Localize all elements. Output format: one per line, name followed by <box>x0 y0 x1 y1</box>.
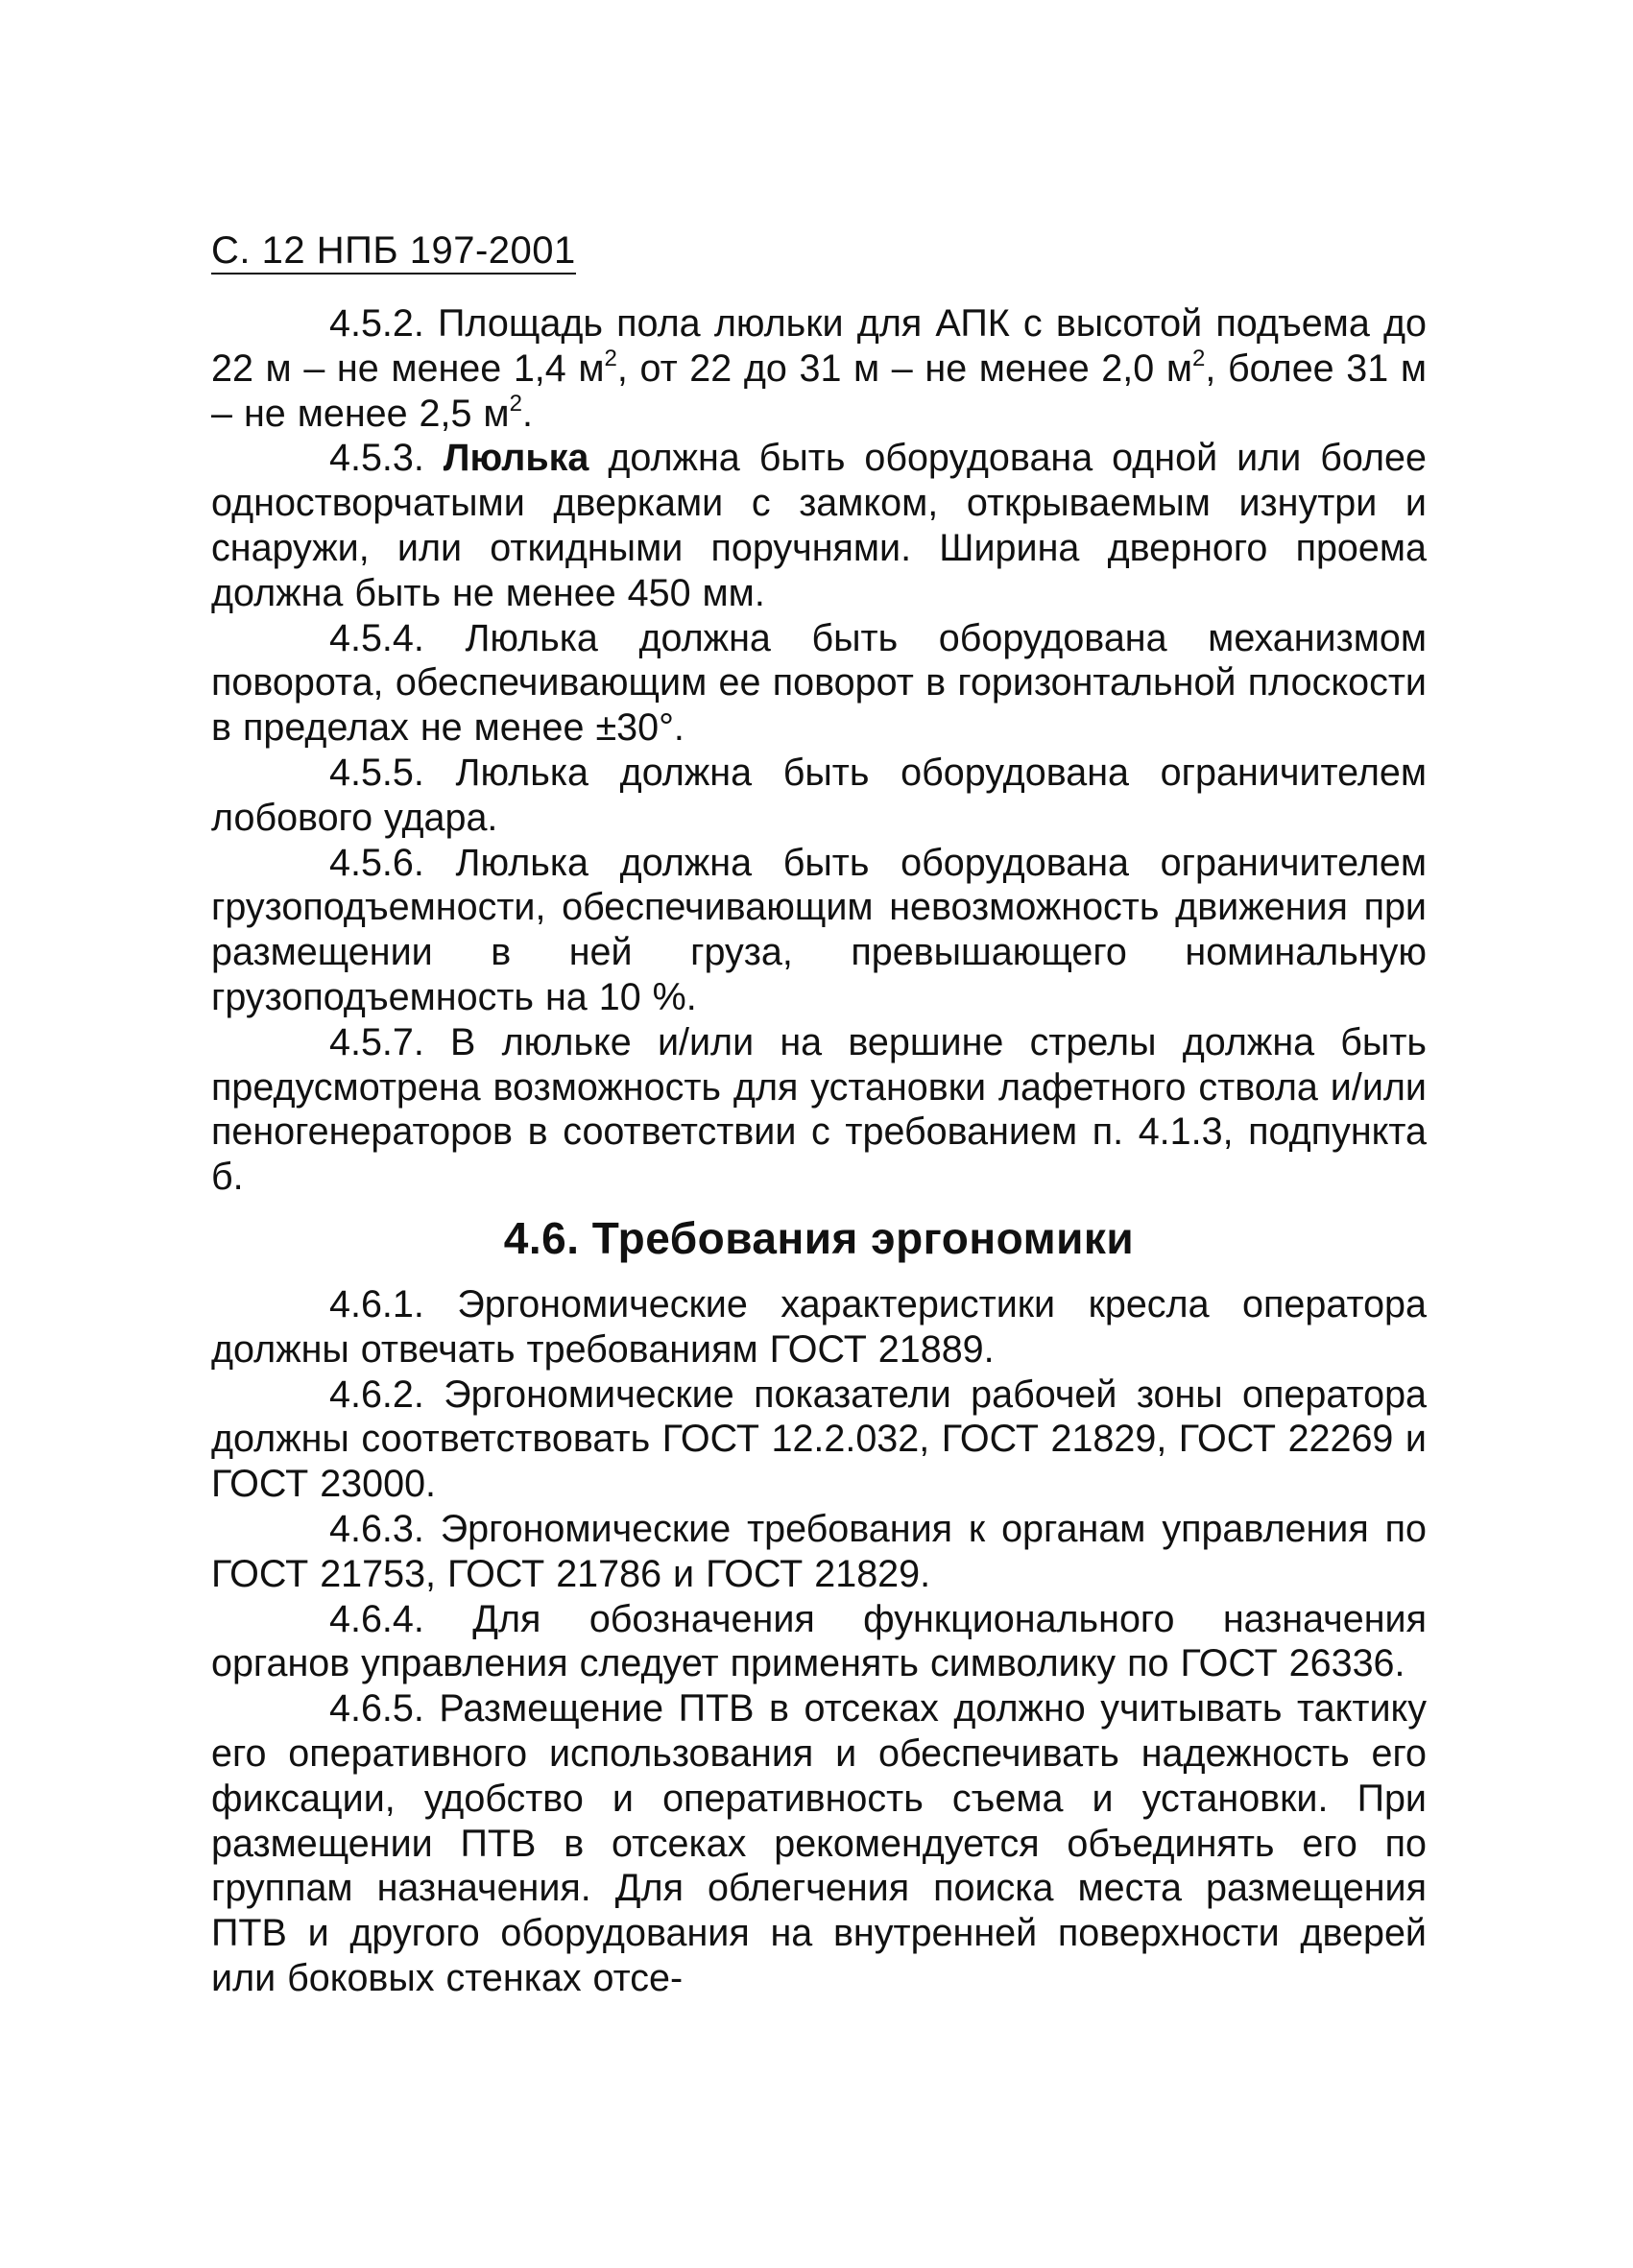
paragraph-4-5-2: 4.5.2. Площадь пола люльки для АПК с высотой подъема до 22 м – не менее 1,4 $м^2$, от 22 до 31 м – не менее 2,0 $м^2$, более 31 м – не менее 2,5 $м^2$. <box>211 302 1427 435</box>
paragraph-4-5-5: 4.5.5. Люлька должна быть оборудована ограничителем лобового удара. <box>211 751 1427 839</box>
document-page <box>211 228 1427 2001</box>
paragraph-4-5-6: 4.5.6. Люлька должна быть оборудована ограничителем грузоподъемности, обеспечивающим невозможность движения при размещении в ней груза, превышающего номинальную грузоподъемность на 10 %. <box>211 841 1427 1018</box>
paragraph-4-6-1: 4.6.1. Эргономические характеристики кресла оператора должны отвечать требованиям ГОСТ 21889. <box>211 1282 1427 1371</box>
paragraph-4-5-7: 4.5.7. В люльке и/или на вершине стрелы должна быть предусмотрена возможность для установки лафетного ствола и/или пеногенераторов в соответствии с требованием п. 4.1.3, подпункта б. <box>211 1020 1427 1199</box>
paragraph-4-6-3: 4.6.3. Эргономические требования к органам управления по ГОСТ 21753, ГОСТ 21786 и ГОСТ 21829. <box>211 1507 1427 1595</box>
section-title: 4.6. Требования эргономики <box>503 1212 1135 1263</box>
paragraph-4-5-3: 4.5.3. Люлька должна быть оборудована одной или более одностворчатыми дверками с замком, открываемым изнутри и снаружи, или откидными поручнями. Ширина дверного проема должна быть не менее 450 мм. <box>211 437 1427 614</box>
header-text: С. 12 НПБ 197-2001 <box>211 229 576 275</box>
paragraph-4-6-5: 4.6.5. Размещение ПТВ в отсеках должно учитывать тактику его оперативного использования и обеспечивать надежность его фиксации, удобство и оперативность съема и установки. При размещении ПТВ в отсеках рекомендуется объединять его по группам назначения. Для облегчения поиска места размещения ПТВ и другого оборудования на внутренней поверхности дверей или боковых стенках отсе- <box>211 1687 1427 1999</box>
paragraph-4-6-2: 4.6.2. Эргономические показатели рабочей зоны оператора должны соответствовать ГОСТ 12.2.032, ГОСТ 21829, ГОСТ 22269 и ГОСТ 23000. <box>211 1373 1428 1506</box>
paragraph-4-5-4: 4.5.4. Люлька должна быть оборудована механизмом поворота, обеспечивающим ее поворот в горизонтальной плоскости в пределах не менее ±30°. <box>211 616 1427 750</box>
paragraph-4-6-4: 4.6.4. Для обозначения функционального назначения органов управления следует применять символику по ГОСТ 26336. <box>211 1597 1427 1685</box>
page-header <box>211 228 1427 273</box>
